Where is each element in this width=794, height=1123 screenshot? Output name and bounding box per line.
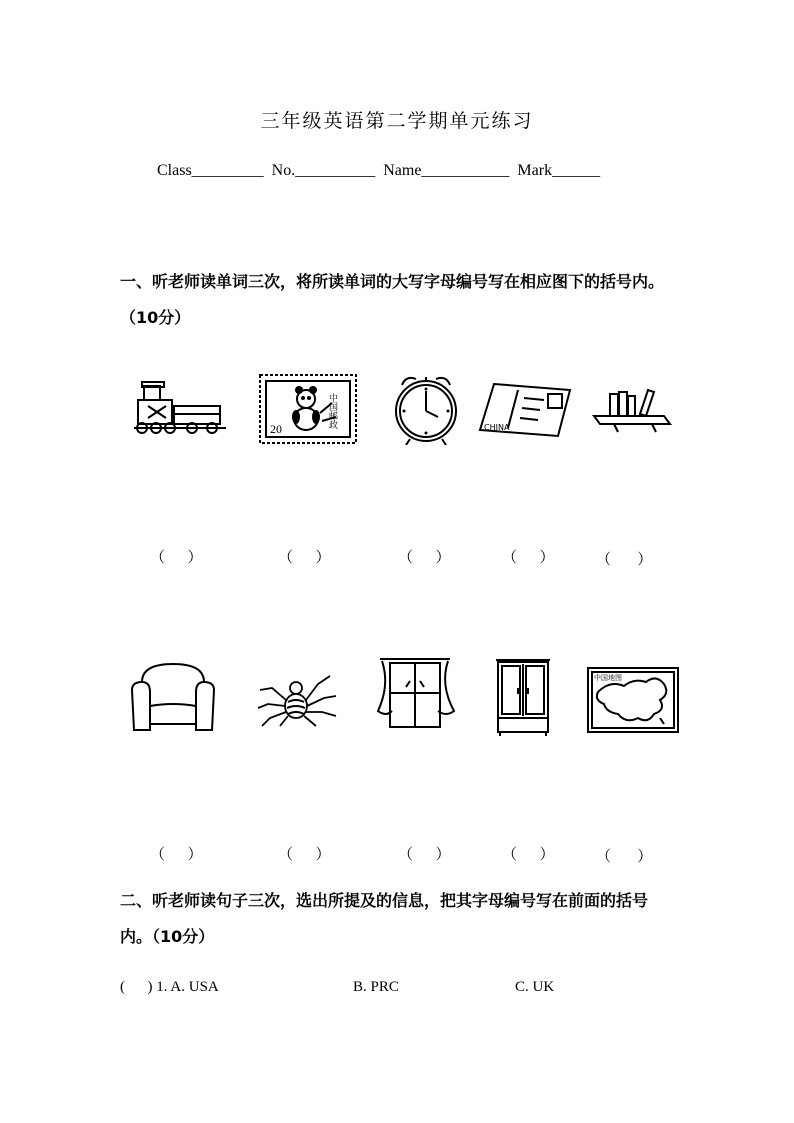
answer-blank-7[interactable]: （ ） xyxy=(278,847,331,863)
page-title: 三年级英语第二学期单元练习 xyxy=(260,110,534,132)
armchair-icon xyxy=(128,660,218,736)
student-info-line[interactable]: Class_________ No.__________ Name___________ Mark______ xyxy=(157,162,601,179)
section-2-heading: 二、听老师读句子三次，选出所提及的信息，把其字母编号写在前面的括号内。（10分） xyxy=(120,891,649,946)
postcard-icon xyxy=(478,380,572,440)
stamp-icon xyxy=(258,373,358,445)
answer-blank-3[interactable]: （ ） xyxy=(398,550,451,566)
answer-blank-10[interactable]: （ ） xyxy=(596,849,653,865)
stamp-text: 中国邮政 xyxy=(327,393,337,429)
window-curtain-icon xyxy=(370,655,460,733)
train-icon xyxy=(130,378,230,438)
answer-blank-6[interactable]: （ ） xyxy=(150,847,203,863)
answer-blank-2[interactable]: （ ） xyxy=(278,550,331,566)
answer-blank-4[interactable]: （ ） xyxy=(502,550,555,566)
postcard-text: CHINA xyxy=(484,423,510,432)
section-1-heading: 一、听老师读单词三次，将所读单词的大写字母编号写在相应图下的括号内。（10分） xyxy=(120,272,665,327)
question-1-option-c[interactable]: C. UK xyxy=(515,979,555,995)
wardrobe-icon xyxy=(492,656,556,738)
china-map-icon xyxy=(584,664,682,736)
clock-icon xyxy=(388,369,464,445)
shelf-icon xyxy=(590,384,672,436)
question-1[interactable] xyxy=(120,979,555,1047)
stamp-value: 20 xyxy=(270,422,282,436)
spider-icon xyxy=(256,660,340,730)
answer-blank-5[interactable]: （ ） xyxy=(596,552,653,568)
question-1-option-b[interactable]: B. PRC xyxy=(353,979,399,995)
map-title: 中国地图 xyxy=(594,674,622,682)
answer-blank-9[interactable]: （ ） xyxy=(502,847,555,863)
answer-blank-1[interactable]: （ ） xyxy=(150,550,203,566)
answer-blank-8[interactable]: （ ） xyxy=(398,847,451,863)
question-1-option-a[interactable]: ( ) 1. A. USA xyxy=(120,979,219,995)
